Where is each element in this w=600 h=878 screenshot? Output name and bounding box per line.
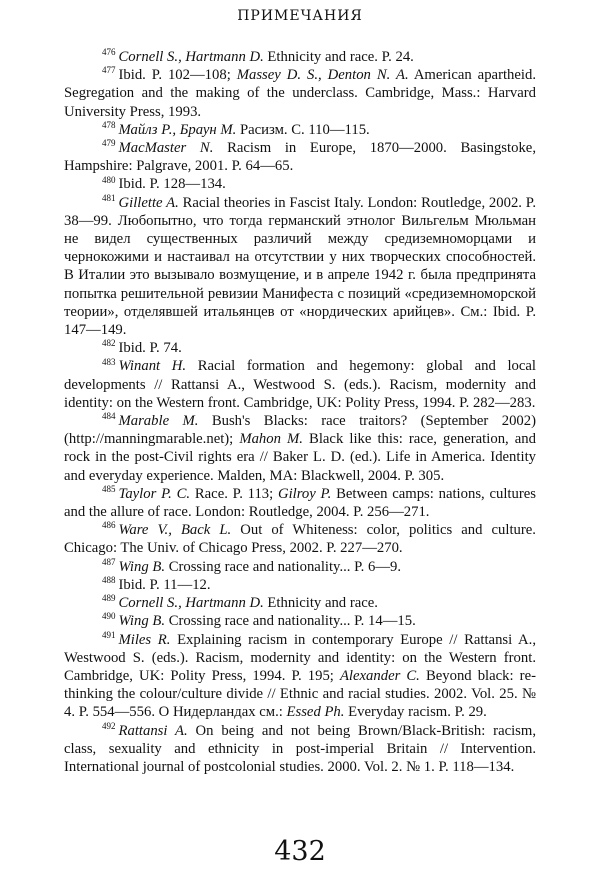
endnote-author: Gilroy P. <box>277 485 332 502</box>
endnote-text: Racism in Europe, 1870—2000. Basingstoke, Hampshire: Palgrave, 2001. P. 64—65. <box>64 140 536 175</box>
endnote-author: Miles R. <box>118 631 171 648</box>
endnote-text: On being and not being Brown/Black-British: racism, class, sexuality and ethnicity in post-imperial Britain // Intervention. International journal of postcolonial studies. 2000. Vol. 2. № 1. P. 118—134. <box>64 722 536 775</box>
endnote-text: Everyday racism. P. 29. <box>344 704 487 721</box>
endnote <box>64 357 536 412</box>
endnote-number: 481 <box>102 192 116 203</box>
endnote-number: 486 <box>102 520 116 531</box>
endnote <box>64 576 536 594</box>
endnote-number: 482 <box>102 338 116 349</box>
endnote-author: MacMaster N. <box>118 140 214 157</box>
endnote-text: Racial formation and hegemony: global and local developments // Rattansi A., Westwood S. (eds.). Racism, modernity and identity: on the Western front. Cambridge, UK: Polity Press, 1994. P. 282—283. <box>64 358 536 411</box>
endnote-author: Massey D. S., Denton N. A. <box>236 67 409 84</box>
endnote <box>64 722 536 777</box>
endnote-text: Explaining racism in contemporary Europe // Rattansi A., Westwood S. (eds.). Racism, modernity and identity: on the Western front. Cambridge, UK: Polity Press, 1994. P. 195; <box>64 631 536 684</box>
endnote <box>64 558 536 576</box>
endnote-text: Расизм. С. 110—115. <box>236 121 370 138</box>
endnote-author: Marable M. <box>118 413 199 430</box>
endnote-author: Gillette A. <box>118 194 179 211</box>
endnote-text: Ethnicity and race. <box>263 595 378 612</box>
endnote <box>64 66 536 121</box>
endnote-number: 492 <box>102 720 116 731</box>
endnote-text: Between camps: nations, cultures and the allure of race. London: Routledge, 2004. P. 256—271. <box>64 485 536 521</box>
endnote <box>64 339 536 357</box>
endnote <box>64 594 536 612</box>
endnote-text: Black like this: race, generation, and rock in the post-Civil rights era // Baker L. D. (ed.). Life in America. Identity and everyday experience. Malden, MA: Blackwell, 2004. P. 305. <box>64 431 536 484</box>
endnote-text: Ibid. P. 128—134. <box>118 176 226 193</box>
endnote-number: 480 <box>102 174 116 185</box>
endnote-number: 490 <box>102 611 116 622</box>
endnote-text: Racial theories in Fascist Italy. London: Routledge, 2002. P. 38—99. Любопытно, что тогда германский этнолог Вильгельм Мюльман не видел существенных различий между средиземноморцами и чернокожими и настаивал на отсутствии у них творческих способностей. В Италии это вызывало возмущение, и в апреле 1942 г. была предпринята попытка решительной ревизии Манифеста с позиций «средиземноморской теории», отделявшей итальянцев от «нордических арийцев». См.: Ibid. P. 147—149. <box>64 194 536 339</box>
endnote-text: Out of Whiteness: color, politics and culture. Chicago: The Univ. of Chicago Press, 2002. P. 227—270. <box>64 522 536 557</box>
endnote-number: 491 <box>102 629 116 640</box>
endnote-number: 487 <box>102 556 116 567</box>
endnote <box>64 612 536 630</box>
endnote <box>64 521 536 557</box>
page-number: 432 <box>274 836 326 867</box>
running-header: ПРИМЕЧАНИЯ <box>237 8 363 24</box>
endnote-number: 478 <box>102 119 116 130</box>
endnote-text: American apartheid. Segregation and the making of the underclass. Cambridge, Mass.: Harvard University Press, 1993. <box>64 67 536 120</box>
endnote-author: Winant H. <box>118 358 187 375</box>
endnote-text: Race. P. 113; <box>190 485 278 502</box>
endnote-author: Майлз Р., Браун М. <box>118 121 237 138</box>
endnote <box>64 412 536 485</box>
endnote-text: Ibid. P. 102—108; <box>118 67 237 84</box>
endnote-text: Crossing race and nationality... P. 6—9. <box>165 558 402 575</box>
endnote <box>64 139 536 175</box>
endnote-author: Taylor P. C. <box>118 485 191 502</box>
endnote <box>64 48 536 66</box>
endnote-text: Ibid. P. 11—12. <box>118 576 211 593</box>
endnote-author: Wing B. <box>118 558 166 575</box>
endnote-number: 489 <box>102 593 116 604</box>
endnote <box>64 194 536 340</box>
endnote-author: Cornell S., Hartmann D. <box>118 49 264 65</box>
endnote-number: 477 <box>102 65 116 76</box>
endnote-number: 476 <box>102 47 116 58</box>
endnote-number: 488 <box>102 575 116 585</box>
endnote-number: 479 <box>102 138 116 149</box>
endnote-author: Rattansi A. <box>118 722 188 739</box>
endnote-text: Bush's Blacks: race traitors? (September 2002) (http://manningmarable.net); <box>64 413 536 448</box>
endnote-author: Mahon M. <box>239 431 303 448</box>
endnote-text: Ibid. P. 74. <box>118 340 182 357</box>
endnote-author: Ware V., Back L. <box>118 522 232 539</box>
endnotes-list <box>64 48 536 776</box>
endnote <box>64 175 536 193</box>
endnote-number: 483 <box>102 356 116 367</box>
endnote-text: Beyond black: re-thinking the colour/culture divide // Ethnic and racial studies. 2002. Vol. 25. № 4. P. 554—556. О Нидерландах см.: <box>64 667 536 721</box>
endnote <box>64 485 536 521</box>
endnote-text: Crossing race and nationality... P. 14—15. <box>165 613 416 630</box>
endnote-text: Ethnicity and race. P. 24. <box>263 49 414 65</box>
endnote <box>64 631 536 722</box>
endnote-number: 484 <box>102 411 116 422</box>
endnote-author: Alexander C. <box>339 667 420 684</box>
endnote-author: Wing B. <box>118 613 166 630</box>
endnote-author: Cornell S., Hartmann D. <box>118 595 264 612</box>
endnote-number: 485 <box>102 483 116 494</box>
endnote <box>64 121 536 139</box>
endnote-author: Essed Ph. <box>286 704 345 721</box>
